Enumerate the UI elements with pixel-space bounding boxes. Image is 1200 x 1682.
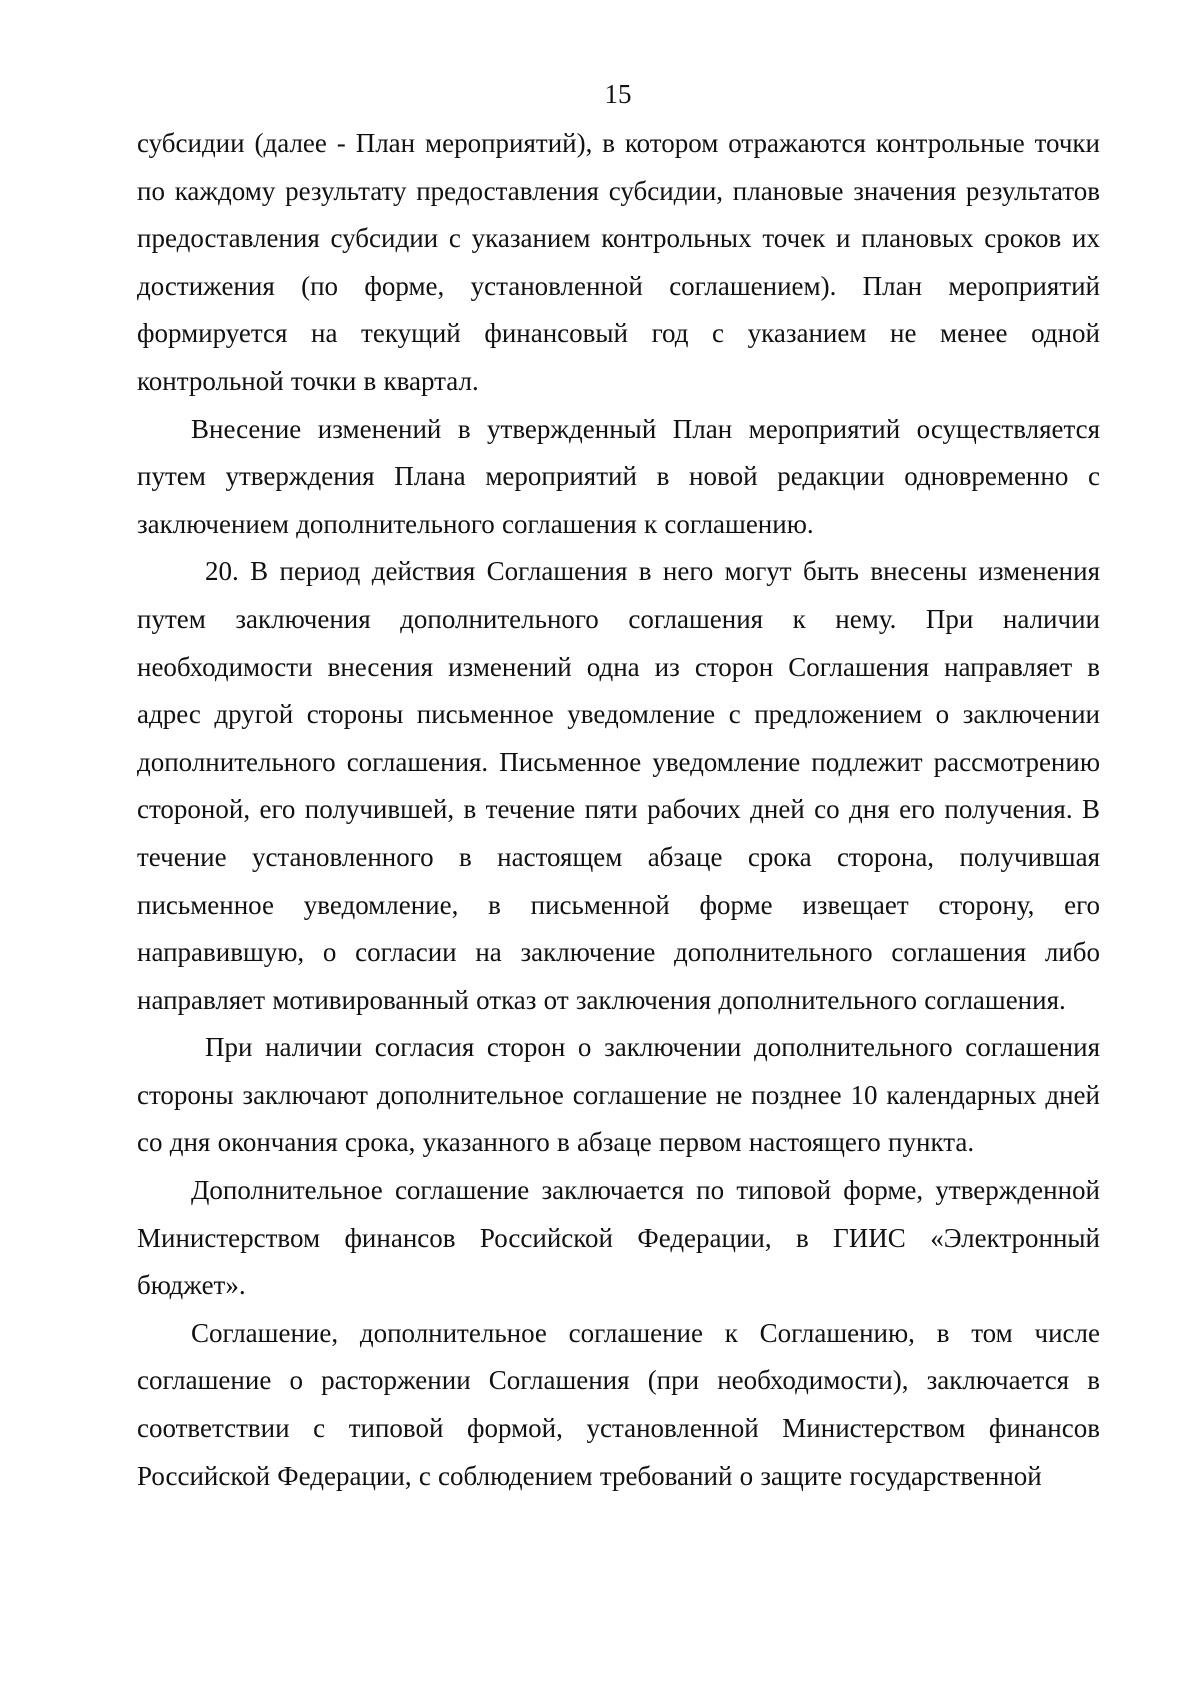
paragraph-subsidy-plan: субсидии (далее - План мероприятий), в котором отражаются контрольные точки по каждому результату предоставления субсидии, плановые значения результатов предоставления субсидии с указанием контрольных точек и плановых сроков их достижения (по форме, установленной соглашением). План мероприятий формируется на текущий финансовый год с указанием не менее одной контрольной точки в квартал. xyxy=(137,128,1100,396)
paragraph-item-20: 20. В период действия Соглашения в него могут быть внесены изменения путем заключения дополнительного соглашения к нему. При наличии необходимости внесения изменений одна из сторон Соглашения направляет в адрес другой стороны письменное уведомление с предложением о заключении дополнительного соглашения. Письменное уведомление подлежит рассмотрению стороной, его получившей, в течение пяти рабочих дней со дня его получения. В течение установленного в настоящем абзаце срока сторона, получившая письменное уведомление, в письменной форме извещает сторону, его направившую, о согласии на заключение дополнительного соглашения либо направляет мотивированный отказ от заключения дополнительного соглашения. xyxy=(137,556,1100,1015)
paragraph-standard-form: Дополнительное соглашение заключается по типовой форме, утвержденной Министерством финансов Российской Федерации, в ГИИС «Электронный бюджет». xyxy=(137,1175,1100,1301)
page-number: 15 xyxy=(604,79,632,109)
paragraph-agreement-conclusion: Соглашение, дополнительное соглашение к Соглашению, в том числе соглашение о расторжении Соглашения (при необходимости), заключается в соответствии с типовой формой, установленной Министерством финансов Российской Федерации, с соблюдением требований о защите государственной xyxy=(137,1317,1100,1491)
paragraph-plan-amendments: Внесение изменений в утвержденный План мероприятий осуществляется путем утверждения Плана мероприятий в новой редакции одновременно с заключением дополнительного соглашения к соглашению. xyxy=(137,413,1100,539)
document-body xyxy=(137,120,1100,1500)
paragraph-consent-of-parties: При наличии согласия сторон о заключении дополнительного соглашения стороны заключают дополнительное соглашение не позднее 10 календарных дней со дня окончания срока, указанного в абзаце первом настоящего пункта. xyxy=(137,1032,1100,1158)
